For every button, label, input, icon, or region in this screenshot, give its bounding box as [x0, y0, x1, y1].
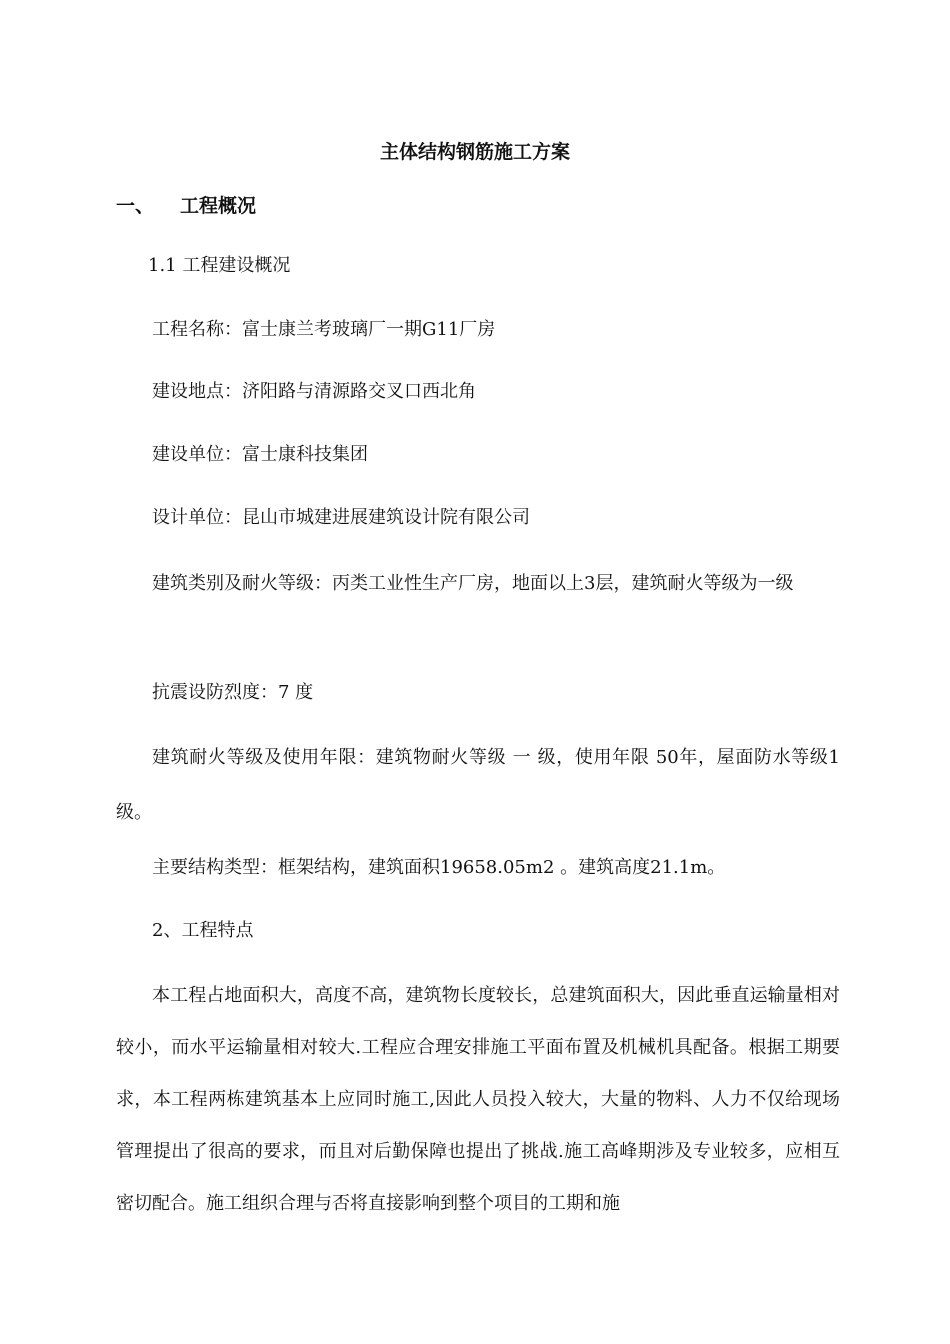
structure-type-line: 主要结构类型：框架结构，建筑面积19658.05m2 。建筑高度21.1m。 [152, 857, 726, 878]
site-line: 建设地点：济阳路与清源路交叉口西北角 [152, 381, 476, 402]
project-name-line: 工程名称：富士康兰考玻璃厂一期G11厂房 [152, 319, 496, 340]
designer-line: 设计单位：昆山市城建进展建筑设计院有限公司 [152, 507, 530, 528]
fire-rating-paragraph: 建筑耐火等级及使用年限：建筑物耐火等级 一 级，使用年限 50年，屋面防水等级1级。 [116, 747, 840, 823]
document-title: 主体结构钢筋施工方案 [379, 141, 570, 163]
owner-line: 建设单位：富士康科技集团 [152, 444, 368, 465]
section-title: 工程概况 [180, 195, 257, 217]
section-heading-overview [116, 193, 256, 219]
section-number: 一、 [116, 195, 155, 217]
subsection-heading-2: 2、工程特点 [152, 920, 254, 941]
subsection-heading-1-1: 1.1 工程建设概况 [148, 255, 291, 276]
fire-class-paragraph: 建筑类别及耐火等级：丙类工业性生产厂房，地面以上3层，建筑耐火等级为一级 [152, 573, 794, 594]
seismic-line: 抗震设防烈度：7 度 [152, 682, 314, 703]
features-paragraph: 本工程占地面积大，高度不高，建筑物长度较长，总建筑面积大，因此垂直运输量相对较小，而水平运输量相对较大.工程应合理安排施工平面布置及机械机具配备。根据工期要求，本工程两栋建筑基本上应同时施工,因此人员投入较大，大量的物料、人力不仅给现场管理提出了很高的要求，而且对后勤保障也提出了挑战.施工高峰期涉及专业较多，应相互密切配合。施工组织合理与否将直接影响到整个项目的工期和施 [116, 985, 840, 1214]
